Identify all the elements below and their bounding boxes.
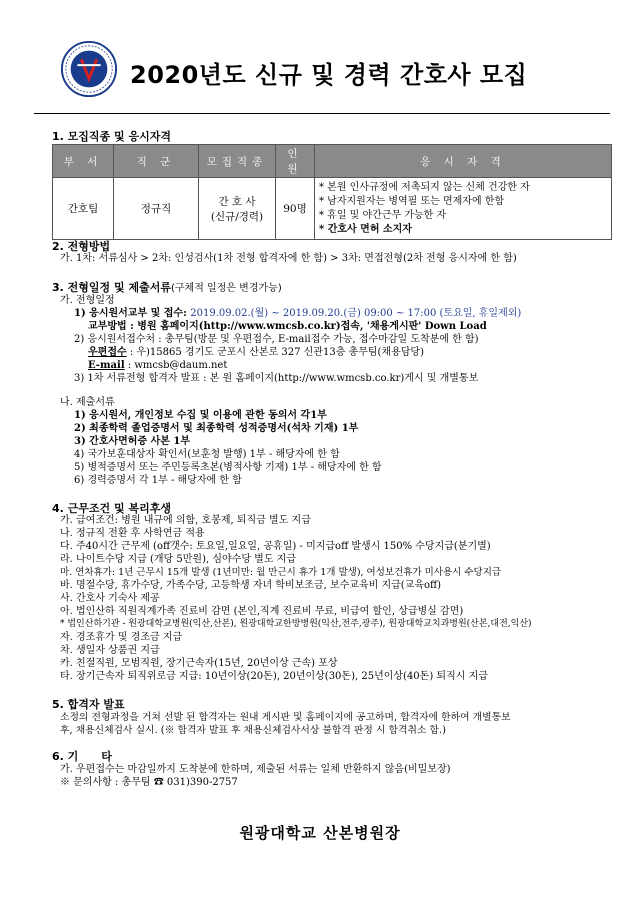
cell-job <box>199 178 276 240</box>
benefit-item: 아. 법인산하 직원직계가족 진료비 감면 (본인,직계 진료비 무료, 비급여 할인, 상급병실 감면) <box>60 606 464 617</box>
header-dept: 부 서 <box>53 145 114 178</box>
benefit-item: 자. 경조휴가 및 경조금 지급 <box>60 632 183 643</box>
section-5-title: 5. 합격자 발표 <box>52 698 125 711</box>
postal-label: 우편접수 <box>88 347 127 358</box>
benefit-item: 마. 연차휴가: 1년 근무시 15개 발생 (1년미만: 월 만근시 휴가 1개 발생), 여성보건휴가 미사용시 수당지급 <box>60 567 502 578</box>
postal-address <box>88 346 424 359</box>
section-3-title <box>52 279 282 295</box>
qualification-item: * 간호사 면허 소지자 <box>319 223 412 235</box>
announcement-line-2: 후, 채용신체검사 실시. (※ 합격자 발표 후 채용신체검사서상 불합격 판정 시 합격취소 함.) <box>60 725 446 736</box>
header-job: 모집직종 <box>199 145 276 178</box>
benefit-item: 바. 명절수당, 휴가수당, 가족수당, 고등학생 자녀 학비보조금, 보수교육비 지급(교육off) <box>60 580 442 591</box>
postal-text: : 우)15865 경기도 군포시 산본로 327 신관13층 총무팀(채용담당) <box>126 347 424 358</box>
other-line-1: 가. 우편접수는 마감일까지 도착분에 한하며, 제출된 서류는 일체 반환하지 않음(비밀보장) <box>60 764 451 775</box>
section-1-title: 1. 모집직종 및 응시자격 <box>52 130 171 143</box>
cell-qualifications <box>315 178 612 240</box>
document-item: 5) 병적증명서 또는 주민등록초본(병적사항 기재) 1부 - 해당자에 한 함 <box>74 462 382 473</box>
email-line <box>88 359 227 372</box>
documents-heading: 나. 제출서류 <box>60 397 115 408</box>
document-item: 6) 경력증명서 각 1부 - 해당자에 한 함 <box>74 475 242 486</box>
schedule-line-1 <box>74 307 521 320</box>
benefit-item: 사. 간호사 기숙사 제공 <box>60 593 160 604</box>
section-6-title: 6. 기 타 <box>52 750 112 763</box>
email-label: E-mail <box>88 360 125 371</box>
table-header-row <box>53 145 612 178</box>
document-item: 2) 최종학력 졸업증명서 및 최종학력 성적증명서(석차 기재) 1부 <box>74 423 359 434</box>
benefit-note: * 법인산하기관 - 원광대학교병원(익산,산본), 원광대학교한방병원(익산,전주,광주), 원광대학교치과병원(산본,대전,익산) <box>60 619 532 629</box>
table-row <box>53 178 612 240</box>
benefit-item: 다. 주40시간 근무제 (off갯수: 토요일,일요일, 공휴일) - 미지급off 발생시 150% 수당지급(분기별) <box>60 541 491 552</box>
benefit-item: 차. 생일자 상품권 지급 <box>60 645 160 656</box>
schedule-line-1-dates: 2019.09.02.(월) ~ 2019.09.20.(금) 09:00 ~ 17:00 (토요일, 휴일제외) <box>190 308 522 319</box>
benefit-item: 나. 정규직 전환 후 사학연금 적용 <box>60 528 205 539</box>
schedule-line-6: 3) 1차 서류전형 합격자 발표 : 본 원 홈페이지(http://www.wmcsb.co.kr)게시 및 개별통보 <box>74 373 479 384</box>
document-item: 1) 응시원서, 개인정보 수집 및 이용에 관한 동의서 각1부 <box>74 410 327 421</box>
page-title: 2020년도 신규 및 경력 간호사 모집 <box>130 61 528 89</box>
cell-count: 90명 <box>276 178 315 240</box>
schedule-heading: 가. 전형일정 <box>60 295 115 306</box>
section-3-title-text: 3. 전형일정 및 제출서류 <box>52 281 171 294</box>
schedule-line-2: 교부방법 : 병원 홈페이지(http://www.wmcsb.co.kr)접속, '채용게시판' Down Load <box>88 321 487 332</box>
cell-dept: 간호팀 <box>53 178 114 240</box>
header-qualification: 응 시 자 격 <box>315 145 612 178</box>
cell-group: 정규직 <box>114 178 199 240</box>
selection-process: 가. 1차: 서류심사 > 2차: 인성검사(1차 전형 합격자에 한 함) > 3차: 면접전형(2차 전형 응시자에 한 함) <box>60 253 517 264</box>
contact-line: ※ 문의사항 : 총무팀 ☎ 031)390-2757 <box>60 777 238 788</box>
section-2-title: 2. 전형방법 <box>52 240 111 253</box>
section-4-title: 4. 근무조건 및 복리후생 <box>52 502 171 515</box>
university-seal-logo <box>60 40 118 98</box>
benefit-item: 가. 급여조건: 병원 내규에 의함, 호봉제, 퇴직금 별도 지급 <box>60 515 311 526</box>
benefit-item: 타. 장기근속자 퇴직위로금 지급: 10년이상(20돈), 20년이상(30돈), 25년이상(40돈) 퇴직시 지급 <box>60 671 488 682</box>
benefit-item: 카. 친절직원, 모범직원, 장기근속자(15년, 20년이상 근속) 포상 <box>60 658 338 669</box>
email-text: : wmcsb@daum.net <box>124 360 228 371</box>
schedule-line-1-label: 1) 응시원서교부 및 접수: <box>74 308 191 319</box>
qualification-item: * 본원 인사규정에 저촉되지 않는 신체 건강한 자 <box>319 181 530 193</box>
announcement-line-1: 소정의 전형과정을 거쳐 선발 된 합격자는 원내 게시판 및 홈페이지에 공고하며, 합격자에 한하여 개별통보 <box>60 712 511 723</box>
section-3-note: (구체적 일정은 변경가능) <box>170 283 282 294</box>
benefit-item: 라. 나이트수당 지급 (개당 5만원), 심야수당 별도 지급 <box>60 554 296 565</box>
header-group: 직 군 <box>114 145 199 178</box>
document-item: 4) 국가보훈대상자 확인서(보훈청 발행) 1부 - 해당자에 한 함 <box>74 449 340 460</box>
recruitment-table <box>52 144 612 240</box>
document-item: 3) 간호사면허증 사본 1부 <box>74 436 191 447</box>
header-count: 인 원 <box>276 145 315 178</box>
qualification-item: * 남자지원자는 병역필 또는 면제자에 한함 <box>319 195 505 207</box>
cell-job-title: 간 호 사 <box>218 195 256 208</box>
cell-job-type: (신규/경력) <box>210 210 264 223</box>
schedule-line-3: 2) 응시원서접수처 : 총무팀(방문 및 우편접수, E-mail접수 가능, 접수마감일 도착분에 한 함) <box>74 334 479 345</box>
qualification-item: * 휴일 및 야간근무 가능한 자 <box>319 209 447 221</box>
issuer-signature: 원광대학교 산본병원장 <box>239 824 401 842</box>
title-divider <box>34 113 610 114</box>
